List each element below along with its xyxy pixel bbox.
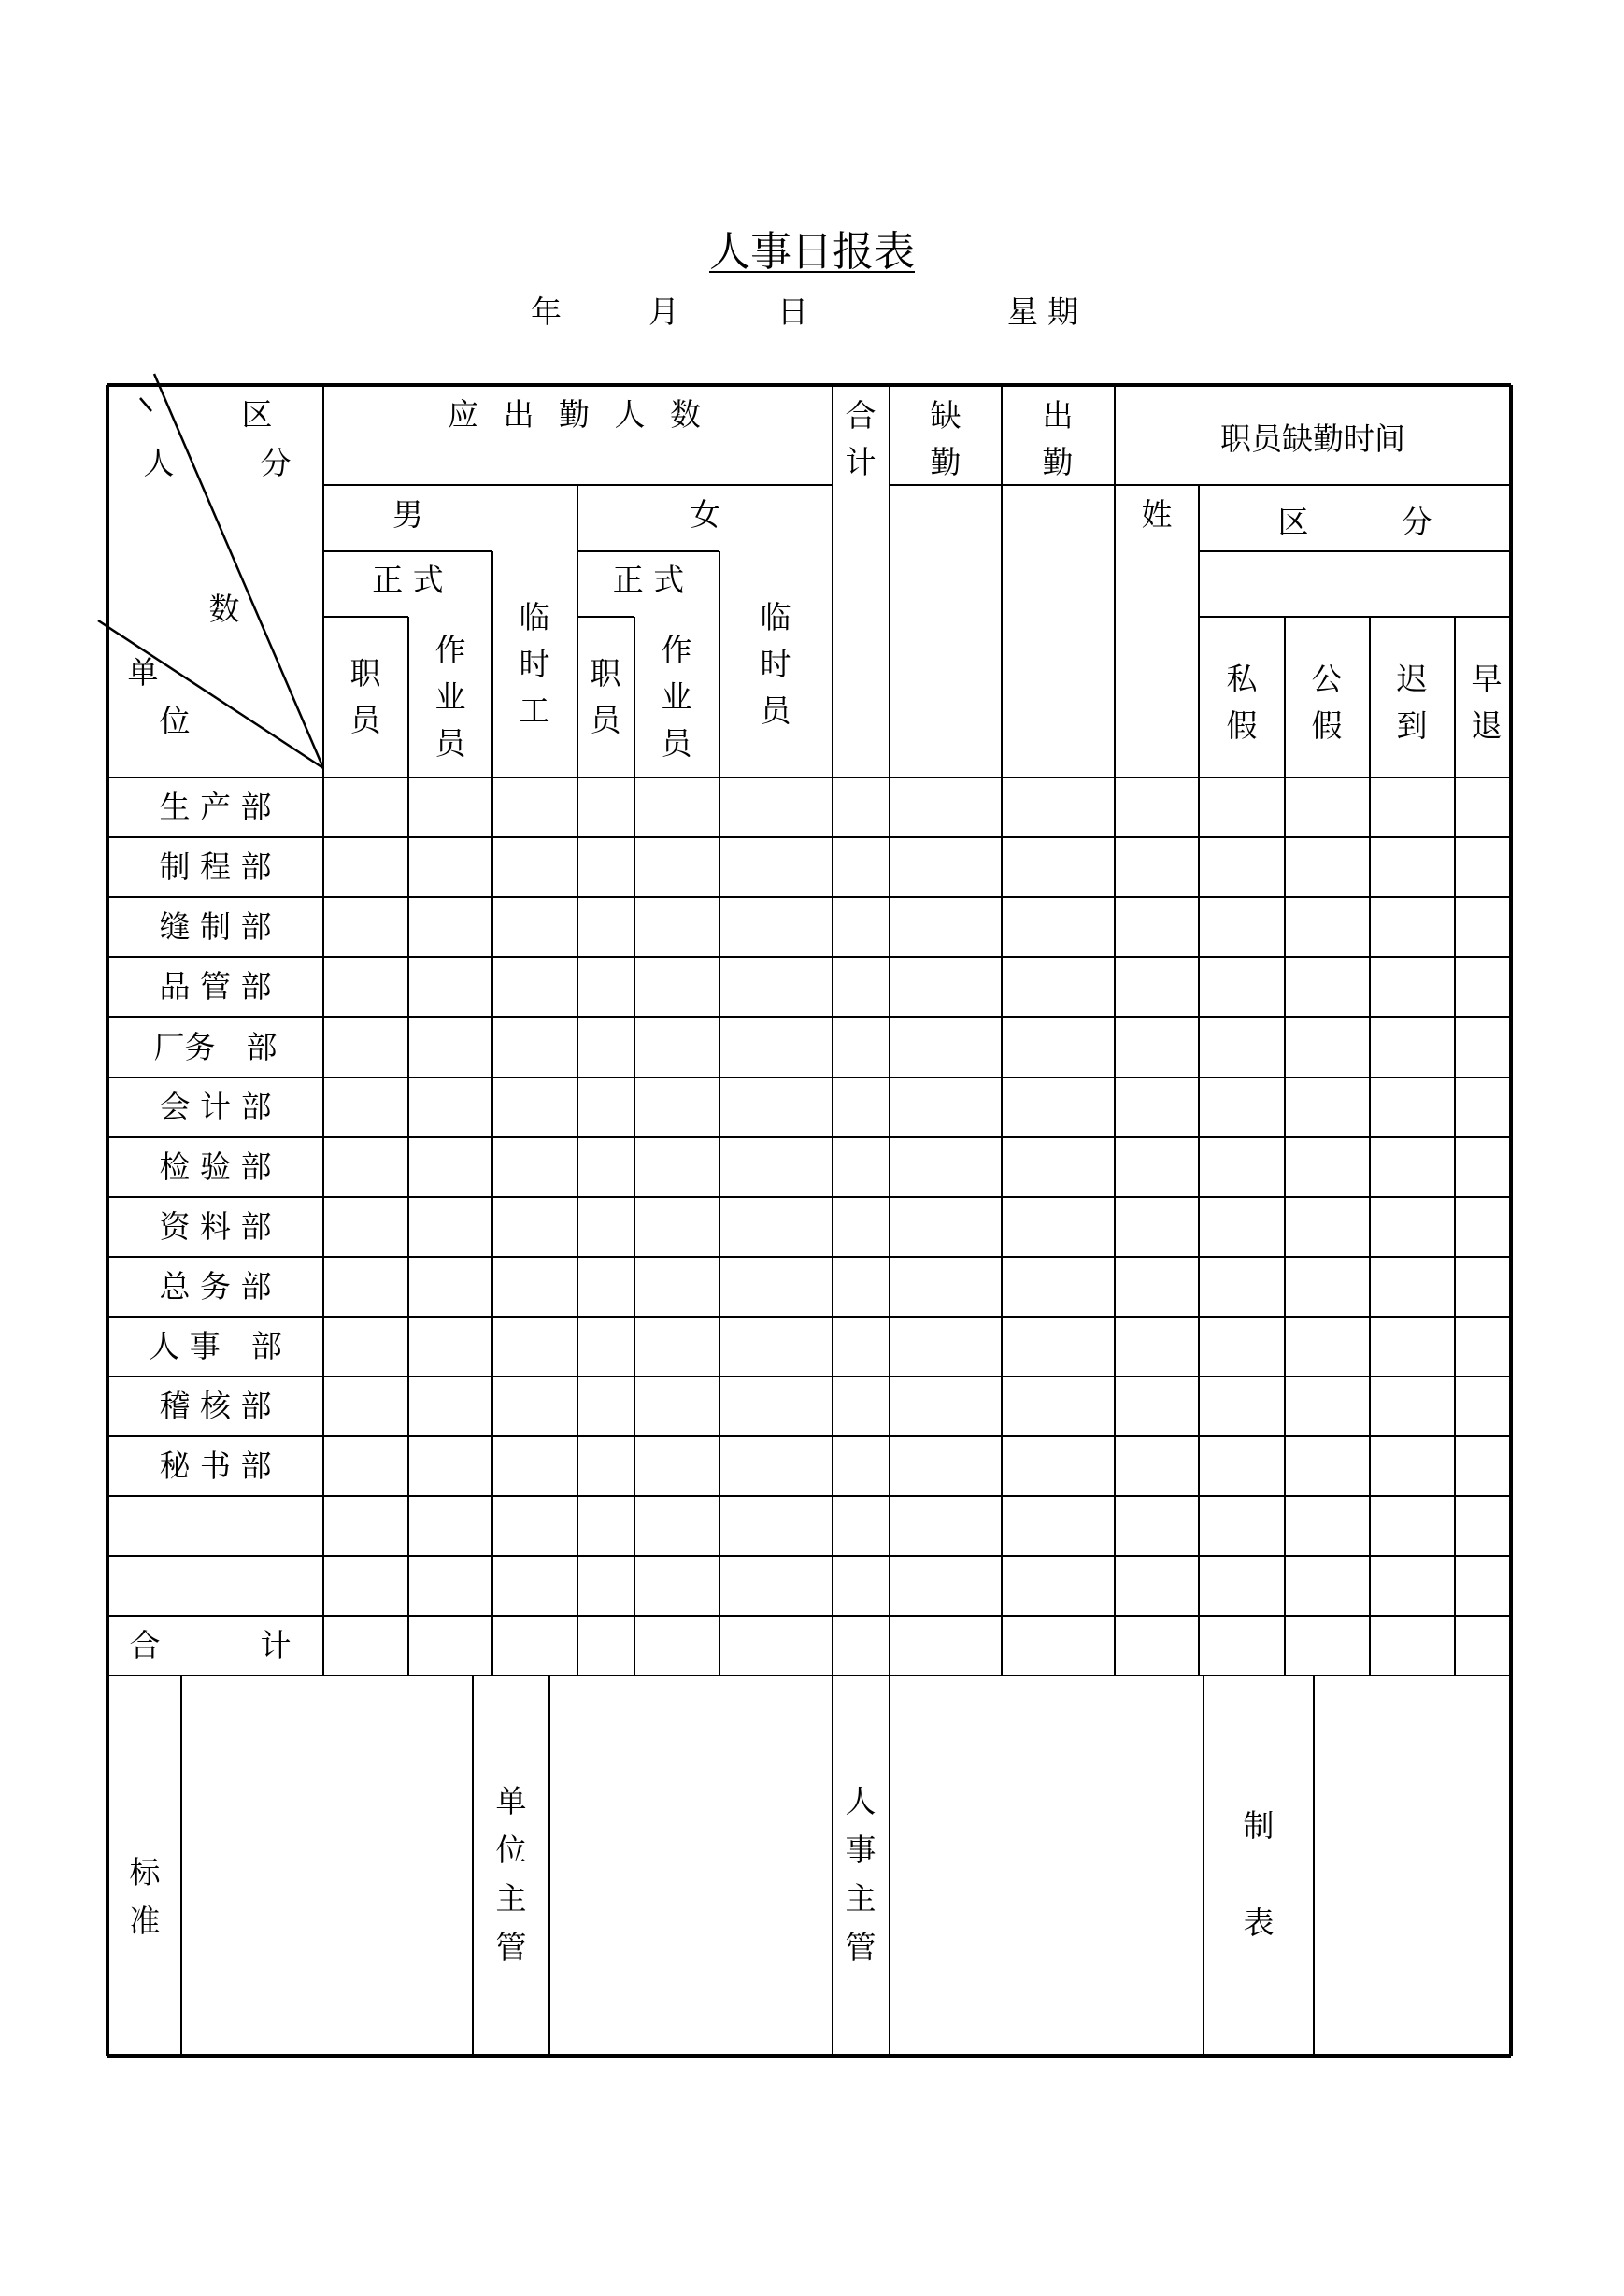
header-early-leave-char: 退	[1471, 707, 1503, 744]
footer-unit-supervisor-char: 管	[495, 1929, 527, 1965]
total-row-label-he: 合	[129, 1627, 161, 1663]
header-male: 男	[392, 496, 423, 533]
header-staff-female-char: 员	[590, 702, 621, 738]
header-temp-male-char: 工	[519, 692, 550, 729]
department-label: 稽 核 部	[159, 1388, 272, 1424]
footer-standard-char: 标	[129, 1854, 161, 1890]
header-worker-male-char: 员	[434, 725, 466, 762]
corner-label-wei: 位	[159, 703, 191, 739]
footer-prepared-by-char: 表	[1243, 1904, 1275, 1941]
corner-label-fen: 分	[260, 445, 292, 481]
footer-standard-char: 准	[129, 1903, 161, 1939]
corner-label-unit: 单	[127, 654, 159, 691]
header-early-leave-char: 早	[1471, 661, 1503, 697]
corner-label-category: 区	[241, 396, 273, 433]
header-official-leave-char: 假	[1311, 707, 1343, 744]
header-present-char: 勤	[1042, 444, 1074, 480]
department-label: 制 程 部	[159, 849, 272, 885]
header-present-char: 出	[1042, 397, 1074, 434]
date-day-label: 日	[777, 293, 808, 330]
header-temp-female-char: 员	[760, 692, 791, 729]
department-label: 资 料 部	[159, 1208, 272, 1245]
department-label: 总 务 部	[159, 1268, 272, 1305]
header-worker-male-char: 业	[434, 678, 466, 715]
header-worker-female-char: 员	[661, 725, 692, 762]
date-year-label: 年	[531, 293, 562, 330]
footer-unit-supervisor-char: 单	[495, 1783, 527, 1819]
department-label: 厂务 部	[153, 1028, 278, 1065]
department-label: 秘 书 部	[159, 1447, 272, 1484]
header-worker-female-char: 业	[661, 678, 692, 715]
footer-prepared-by-char: 制	[1243, 1807, 1275, 1844]
header-should-attend: 应 出 勤 人 数	[448, 396, 708, 433]
department-label: 检 验 部	[159, 1148, 272, 1185]
header-absence-time: 职员缺勤时间	[1220, 421, 1405, 457]
corner-label-person: 人	[143, 445, 175, 481]
header-female: 女	[690, 496, 720, 533]
header-late-char: 迟	[1396, 661, 1428, 697]
header-absent-char: 勤	[930, 444, 962, 480]
header-name: 姓	[1141, 496, 1173, 533]
header-personal-leave-char: 私	[1226, 661, 1258, 697]
header-worker-male-char: 作	[434, 632, 466, 668]
header-staff-female-char: 职	[590, 655, 621, 692]
department-label: 生 产 部	[159, 789, 272, 825]
corner-diagonal-1	[154, 374, 323, 768]
date-month-label: 月	[648, 293, 679, 330]
header-category: 区 分	[1277, 504, 1432, 540]
header-official-leave-char: 公	[1311, 661, 1343, 697]
corner-diagonal-2	[98, 620, 323, 768]
header-staff-male-char: 员	[349, 702, 381, 738]
footer-unit-supervisor-char: 位	[495, 1832, 527, 1868]
header-temp-male-char: 时	[519, 646, 550, 682]
footer-unit-supervisor-char: 主	[495, 1880, 527, 1917]
department-label: 缝 制 部	[159, 908, 272, 945]
department-label: 会 计 部	[159, 1089, 272, 1125]
total-row-label-ji: 计	[260, 1627, 292, 1663]
date-weekday-label: 星期	[1007, 293, 1088, 330]
header-personal-leave-char: 假	[1226, 707, 1258, 744]
header-temp-female-char: 临	[760, 599, 791, 635]
footer-hr-supervisor-char: 管	[845, 1929, 876, 1965]
header-formal-male: 正 式	[372, 562, 444, 598]
header-absent-char: 缺	[930, 397, 962, 434]
header-temp-female-char: 时	[760, 646, 791, 682]
header-staff-male-char: 职	[349, 655, 381, 692]
corner-tick	[140, 398, 151, 411]
header-worker-female-char: 作	[661, 632, 692, 668]
header-total-char: 合	[845, 397, 876, 434]
form-title: 人事日报表	[709, 228, 915, 276]
corner-label-count: 数	[208, 591, 240, 627]
footer-hr-supervisor-char: 事	[845, 1832, 876, 1868]
header-total-char: 计	[845, 444, 876, 480]
department-label: 人 事 部	[149, 1328, 282, 1364]
header-late-char: 到	[1396, 707, 1428, 744]
header-formal-female: 正 式	[612, 562, 685, 598]
footer-hr-supervisor-char: 人	[845, 1783, 876, 1819]
header-temp-male-char: 临	[519, 599, 550, 635]
footer-hr-supervisor-char: 主	[845, 1880, 876, 1917]
department-label: 品 管 部	[159, 968, 272, 1005]
